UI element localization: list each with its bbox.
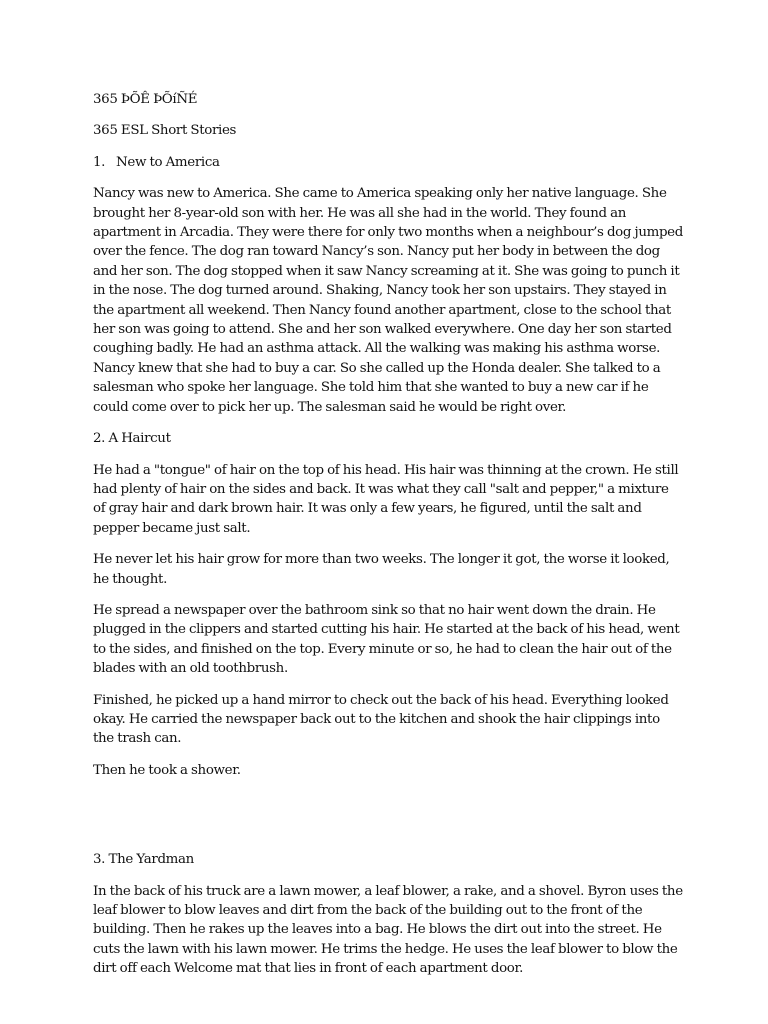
story-2-paragraph-3: He spread a newspaper over the bathroom sink so that no hair went down the drain. He plugged in the clippers and started cutting his hair. He started at the back of his head, went to the sides, and finished on the top. Every minute or so, he had to clean the hair out of the blades with an old toothbrush.	[93, 602, 680, 677]
story-1-number: 1.	[93, 154, 106, 170]
story-1-paragraph: Nancy was new to America. She came to America speaking only her native language. She brought her 8-year-old son with her. He was all she had in the world. They found an apartment in Arcadia. They were there for only two months when a neighbour’s dog jumped over the fence. The dog ran toward Nancy’s son. Nancy put her body in between the dog and her son. The dog stopped when it saw Nancy screaming at it. She was going to punch it in the nose. The dog turned around. Shaking, Nancy took her son upstairs. They stayed in the apartment all weekend. Then Nancy found another apartment, close to the school that her son was going to attend. She and her son walked everywhere. One day her son started coughing badly. He had an asthma attack. All the walking was making his asthma worse. Nancy knew that she had to buy a car. So she called up the Honda dealer. She talked to a salesman who spoke her language. She told him that she wanted to buy a new car if he could come over to pick her up. The salesman said he would be right over.	[93, 186, 683, 415]
document-body	[93, 90, 683, 991]
story-1-heading	[93, 153, 683, 172]
garbled-title: 365 ÞÕÊ ÞÕíÑÉ	[93, 92, 198, 107]
story-3-title: 3. The Yardman	[93, 852, 194, 868]
story-2-paragraph-2: He never let his hair grow for more than two weeks. The longer it got, the worse it looked, he thought.	[93, 552, 670, 587]
story-2-paragraph-4: Finished, he picked up a hand mirror to check out the back of his head. Everything looked okay. He carried the newspaper back out to the kitchen and shook the hair clippings into the trash can.	[93, 692, 669, 747]
story-2-paragraph-1: He had a "tongue" of hair on the top of his head. His hair was thinning at the crown. He still had plenty of hair on the sides and back. It was what they call "salt and pepper," a mixture of gray hair and dark brown hair. It was only a few years, he figured, until the salt and pepper became just salt.	[93, 462, 679, 536]
story-3-paragraph: In the back of his truck are a lawn mower, a leaf blower, a rake, and a shovel. Byron uses the leaf blower to blow leaves and dirt from the back of the building out to the front of the building. Then he rakes up the leaves into a bag. He blows the dirt out into the street. He cuts the lawn with his lawn mower. He trims the hedge. He uses the leaf blower to blow the dirt off each Welcome mat that lies in front of each apartment door.	[93, 883, 683, 977]
story-2-paragraph-5: Then he took a shower.	[93, 762, 241, 778]
document-title: 365 ESL Short Stories	[93, 123, 237, 139]
story-2-title: 2. A Haircut	[93, 431, 171, 447]
story-1-title: New to America	[116, 154, 220, 170]
